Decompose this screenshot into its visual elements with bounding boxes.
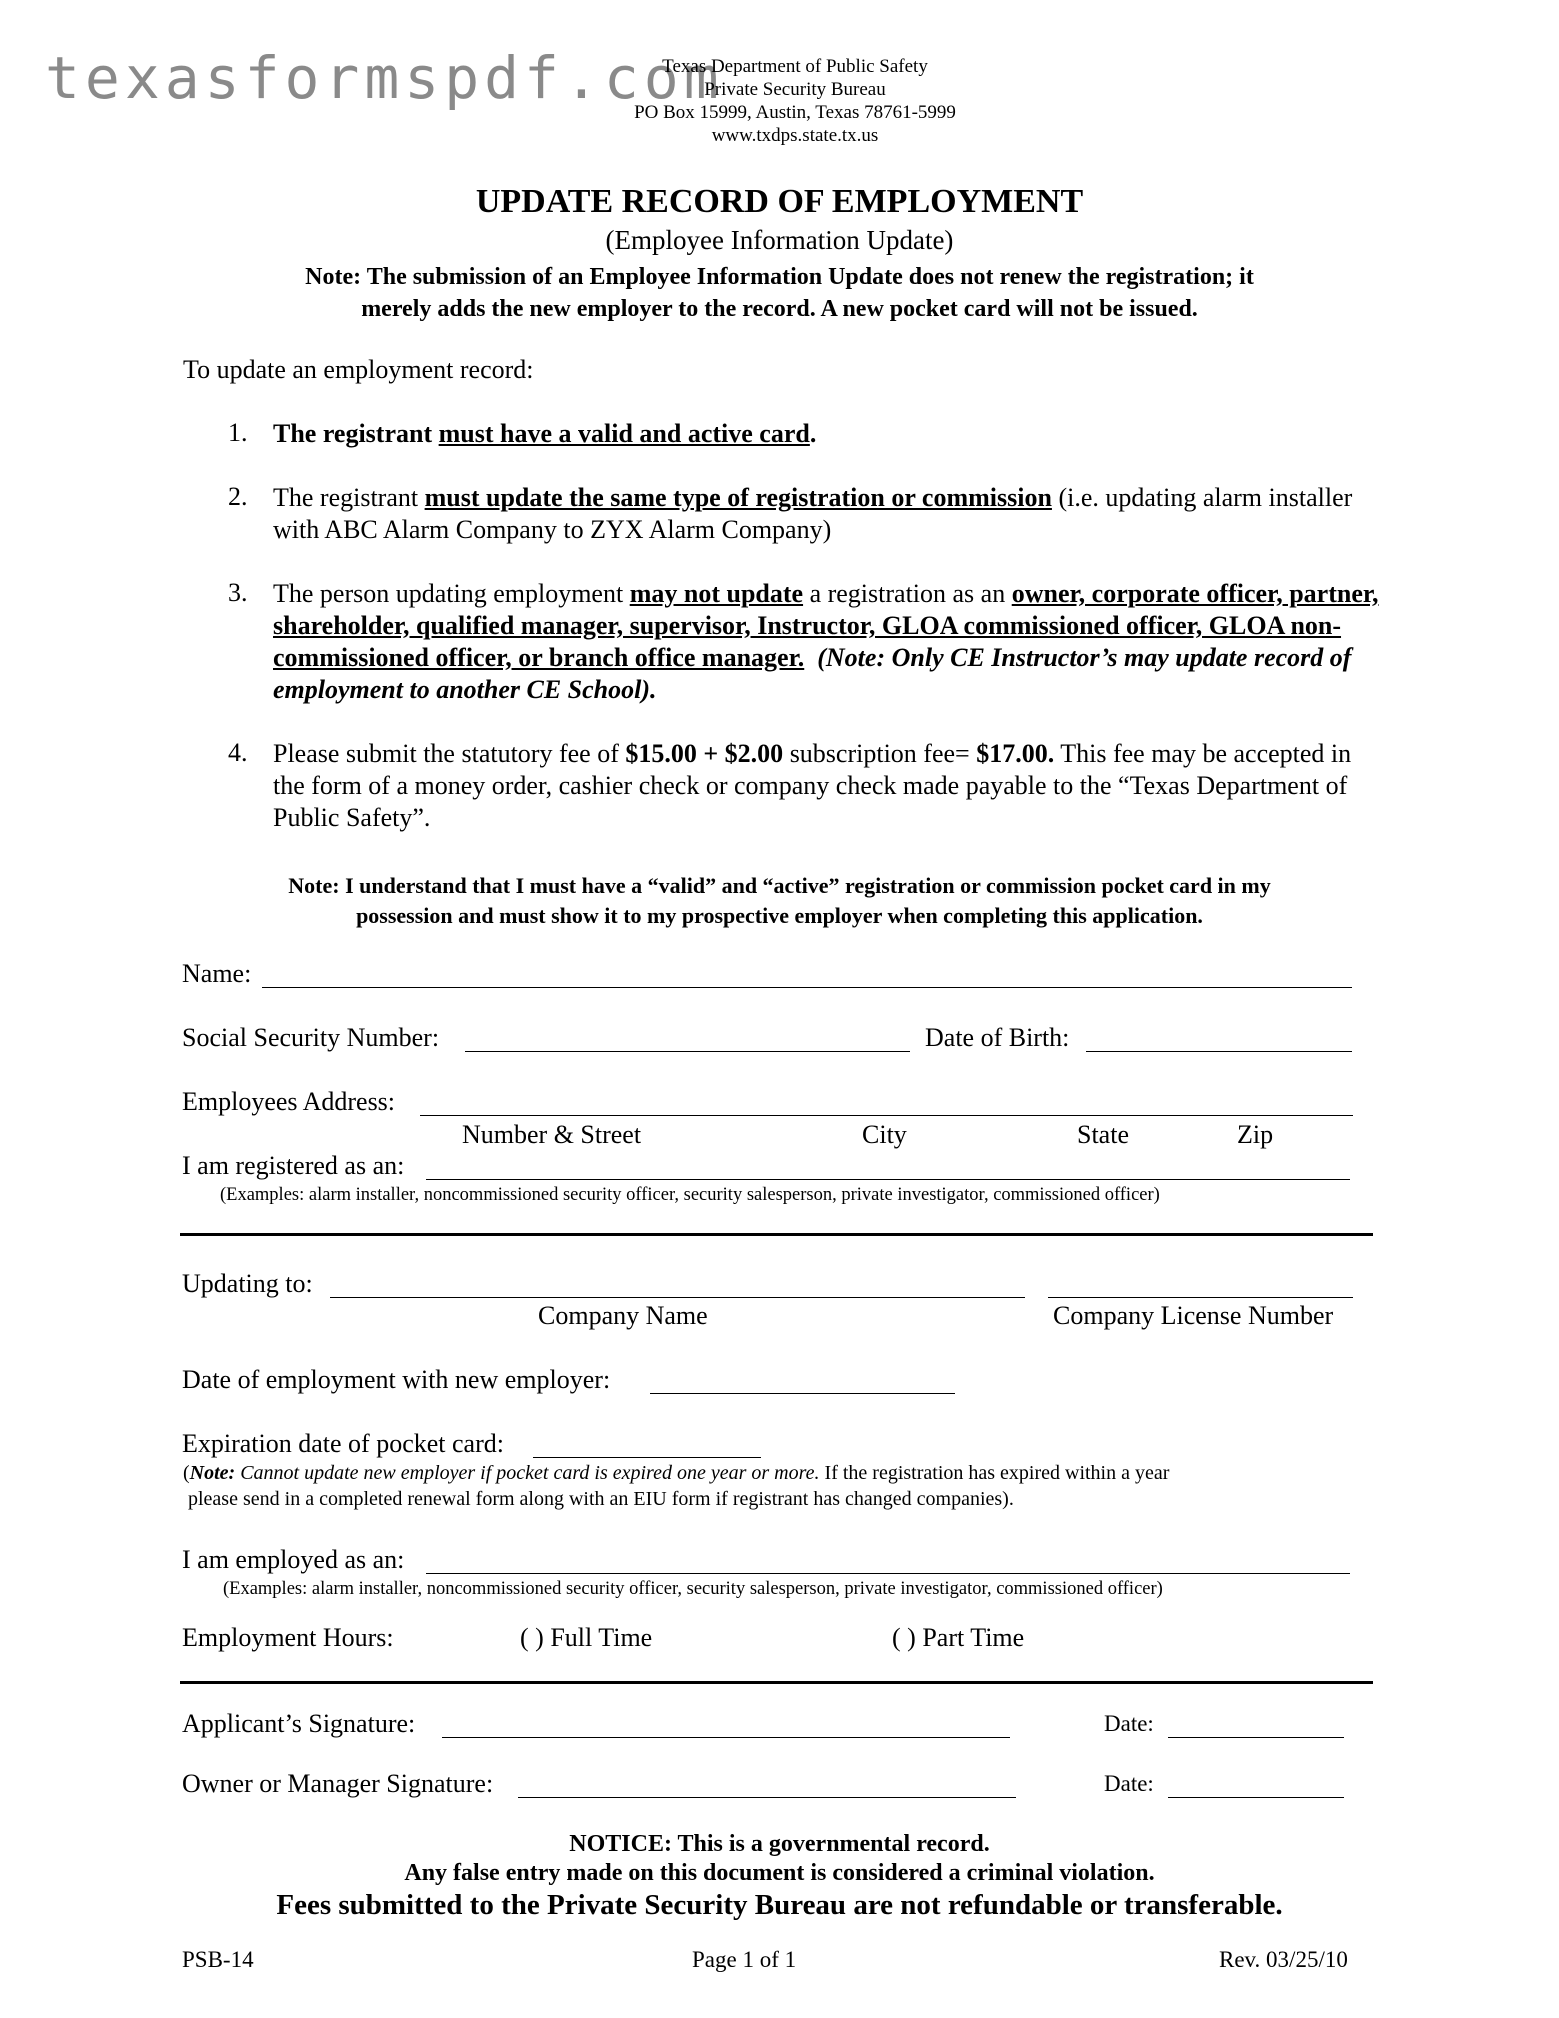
item-1-number: 1. <box>228 418 248 447</box>
page-number: Page 1 of 1 <box>692 1947 797 1972</box>
expiration-note: (Note: Cannot update new employer if pocket card is expired one year or more. If the registration has expired within a year <box>183 1462 1170 1484</box>
ssn-label: Social Security Number: <box>182 1023 440 1052</box>
employed-as-label: I am employed as an: <box>182 1545 405 1574</box>
address-label: Employees Address: <box>182 1087 396 1116</box>
expiration-field[interactable] <box>533 1457 761 1458</box>
name-label: Name: <box>182 959 252 988</box>
owner-signature-label: Owner or Manager Signature: <box>182 1769 494 1798</box>
updating-to-label: Updating to: <box>182 1269 313 1298</box>
address-state-caption: State <box>1077 1120 1129 1149</box>
page-title: UPDATE RECORD OF EMPLOYMENT <box>475 183 1084 220</box>
header-address: PO Box 15999, Austin, Texas 78761-5999 <box>634 102 956 123</box>
employment-hours-label: Employment Hours: <box>182 1623 394 1652</box>
form-number: PSB-14 <box>182 1947 254 1972</box>
full-time-option[interactable]: ( ) Full Time <box>520 1623 653 1652</box>
address-field[interactable] <box>420 1115 1353 1116</box>
header-bureau: Private Security Bureau <box>704 79 886 100</box>
item-4-number: 4. <box>228 738 248 767</box>
expiration-label: Expiration date of pocket card: <box>182 1429 504 1458</box>
registered-examples: (Examples: alarm installer, noncommissioned security officer, security salesperson, private investigator, commissioned officer) <box>220 1185 1160 1205</box>
possession-note-line2: possession and must show it to my prospective employer when completing this application. <box>356 903 1203 928</box>
section-divider-2 <box>180 1681 1373 1684</box>
notice-line3: Fees submitted to the Private Security Bureau are not refundable or transferable. <box>276 1889 1283 1921</box>
address-street-caption: Number & Street <box>462 1120 642 1149</box>
notice-line1: NOTICE: This is a governmental record. <box>569 1831 990 1857</box>
address-zip-caption: Zip <box>1237 1120 1274 1149</box>
owner-date-field[interactable] <box>1168 1797 1344 1798</box>
applicant-date-field[interactable] <box>1168 1737 1344 1738</box>
header-agency: Texas Department of Public Safety <box>662 56 928 77</box>
possession-note-line1: Note: I understand that I must have a “valid” and “active” registration or commission pocket card in my <box>288 873 1271 898</box>
applicant-signature-field[interactable] <box>442 1737 1010 1738</box>
applicant-signature-label: Applicant’s Signature: <box>182 1709 416 1738</box>
item-1: The registrant must have a valid and active card. <box>273 419 817 448</box>
watermark-text: texasformspdf.com <box>45 44 724 112</box>
top-note-line2: merely adds the new employer to the record. A new pocket card will not be issued. <box>361 296 1198 322</box>
company-license-caption: Company License Number <box>1053 1301 1334 1330</box>
page-subtitle: (Employee Information Update) <box>605 225 954 255</box>
dob-label: Date of Birth: <box>925 1023 1070 1052</box>
header-website: www.txdps.state.tx.us <box>711 125 879 146</box>
ssn-field[interactable] <box>465 1051 910 1052</box>
expiration-note-line2: please send in a completed renewal form along with an EIU form if registrant has changed companies). <box>188 1488 1014 1510</box>
employed-examples: (Examples: alarm installer, noncommissioned security officer, security salesperson, private investigator, commissioned officer) <box>223 1579 1163 1599</box>
address-city-caption: City <box>862 1120 907 1149</box>
company-name-field[interactable] <box>330 1297 1025 1298</box>
item-2: The registrant must update the same type of registration or commission (i.e. updating alarm installer with ABC Alarm Company to ZYX Alarm Company) <box>273 483 1353 544</box>
intro-text: To update an employment record: <box>183 355 534 384</box>
employed-as-field[interactable] <box>426 1573 1350 1574</box>
revision-date: Rev. 03/25/10 <box>1219 1947 1348 1972</box>
item-4: Please submit the statutory fee of $15.00 + $2.00 subscription fee= $17.00. This fee may be accepted in the form of a money order, cashier check or company check made payable to the “Texas Department of Public Safety”. <box>273 739 1352 832</box>
section-divider-1 <box>180 1233 1373 1236</box>
notice-line2: Any false entry made on this document is considered a criminal violation. <box>404 1860 1155 1886</box>
item-3-number: 3. <box>228 578 248 607</box>
name-field[interactable] <box>262 987 1352 988</box>
applicant-date-label: Date: <box>1104 1711 1154 1736</box>
item-2-number: 2. <box>228 482 248 511</box>
top-note <box>0 261 1559 325</box>
company-license-field[interactable] <box>1048 1297 1353 1298</box>
owner-signature-field[interactable] <box>518 1797 1016 1798</box>
top-note-line1: Note: The submission of an Employee Information Update does not renew the registration; it <box>305 264 1254 290</box>
part-time-option[interactable]: ( ) Part Time <box>892 1623 1025 1652</box>
registered-as-field[interactable] <box>426 1179 1350 1180</box>
employment-date-field[interactable] <box>650 1393 955 1394</box>
possession-note <box>0 871 1559 931</box>
company-name-caption: Company Name <box>538 1301 708 1330</box>
registered-as-label: I am registered as an: <box>182 1151 405 1180</box>
dob-field[interactable] <box>1086 1051 1352 1052</box>
owner-date-label: Date: <box>1104 1771 1154 1796</box>
item-3: The person updating employment may not update a registration as an owner, corporate officer, partner, shareholder, qualified manager, supervisor, Instructor, GLOA commissioned officer, GLOA non-commissioned officer, or branch office manager. (Note: Only CE Instructor’s may update record of employment to another CE School). <box>273 579 1379 704</box>
employment-date-label: Date of employment with new employer: <box>182 1365 611 1394</box>
